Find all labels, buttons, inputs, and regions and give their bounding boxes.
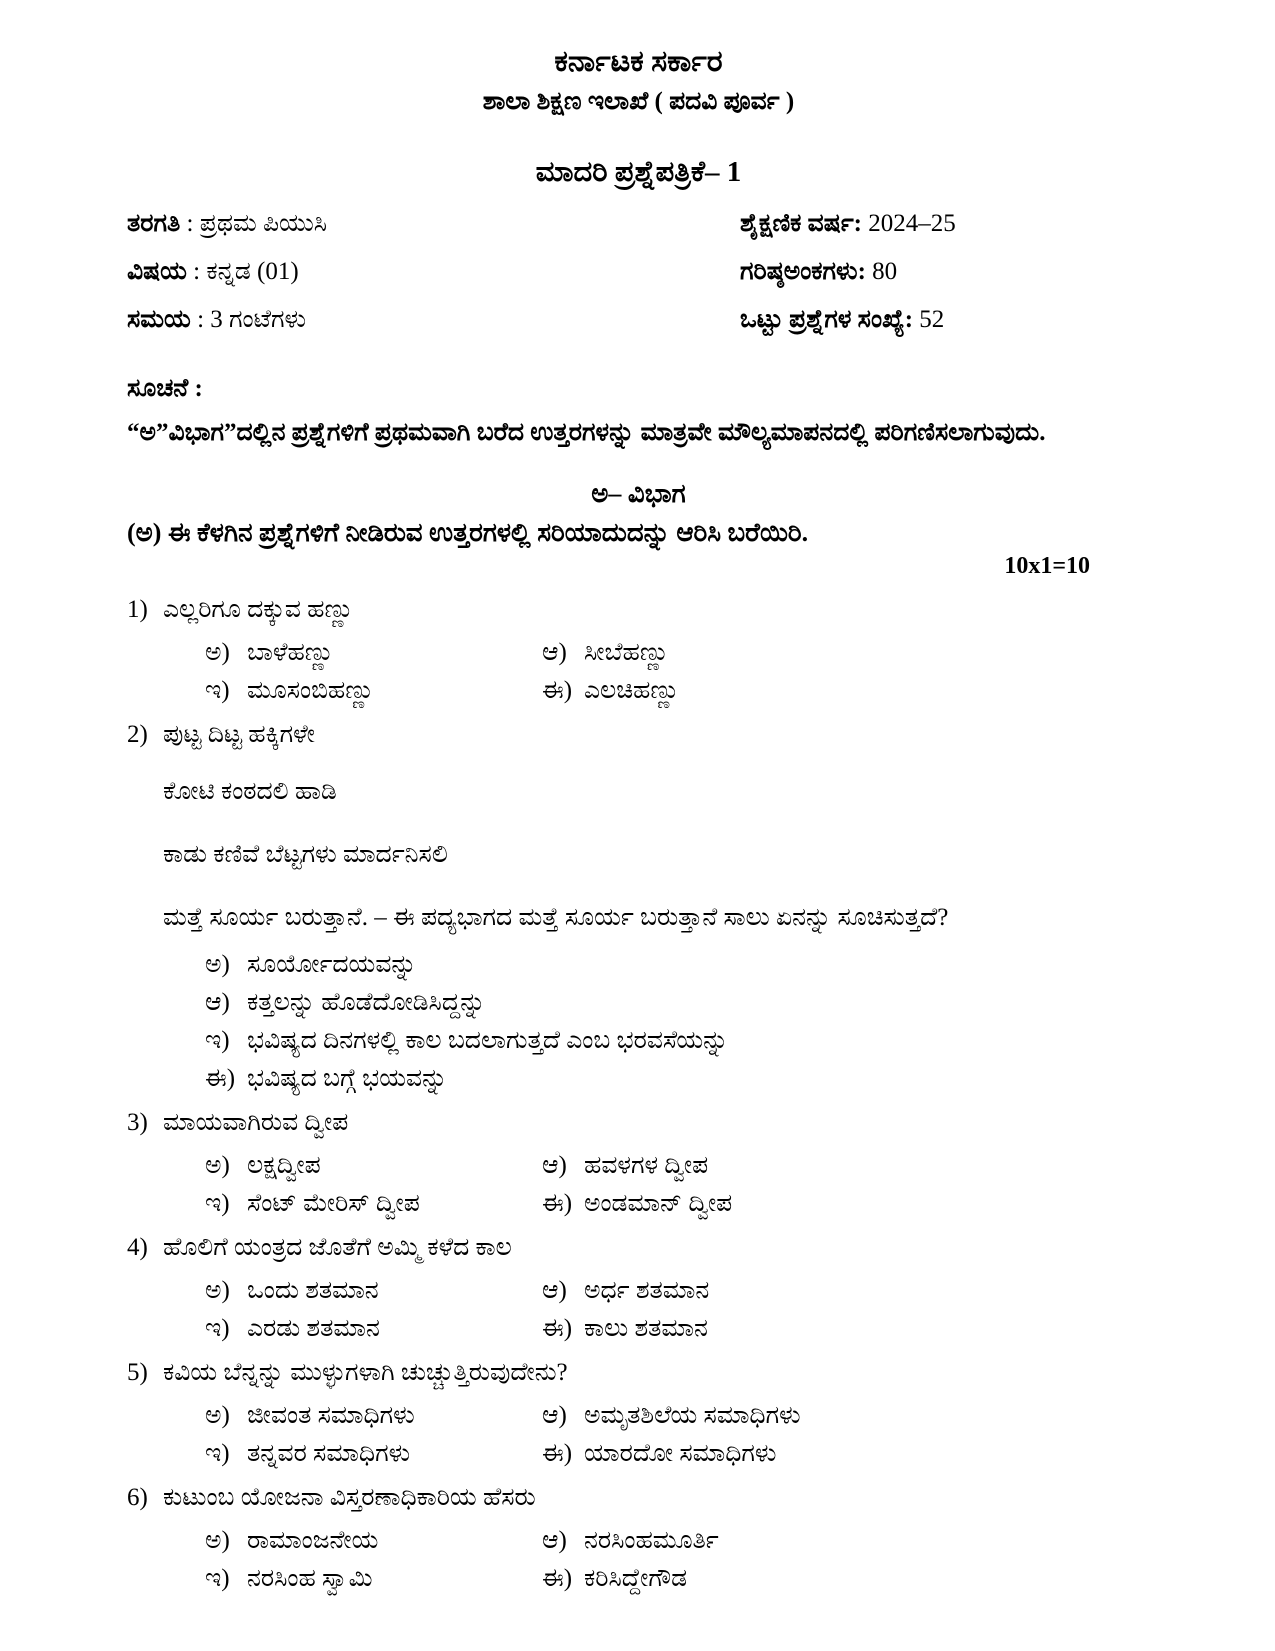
question-number: 6) [127,1484,148,1511]
option-text: ಎರಡು ಶತಮಾನ [247,1315,380,1342]
option [127,639,542,667]
option [127,1315,542,1343]
option-label: ಆ) [542,639,567,666]
option [542,1277,1150,1305]
option-label: ಅ) [205,1152,230,1179]
total-questions-value: 52 [919,306,945,333]
option-label: ಆ) [205,989,230,1016]
option-text: ಲಕ್ಷದ್ವೀಪ [247,1152,321,1179]
option-text: ನರಸಿಂಹ ಸ್ವಾಮಿ [247,1565,373,1592]
option-label: ಆ) [542,1527,567,1554]
option-label: ಈ) [542,1565,573,1592]
options [127,1392,1150,1468]
academic-year-separator: : [853,210,869,237]
time-label: ಸಮಯ [127,306,191,333]
option-label: ಇ) [205,1440,230,1467]
option-label: ಅ) [205,1402,230,1429]
question-text [127,1481,1150,1515]
option [127,989,1150,1017]
subject-field [127,257,299,287]
option [542,639,1150,667]
option-text: ಹವಳಗಳ ದ್ವೀಪ [584,1152,709,1179]
option-text: ಅಂಡಮಾನ್ ದ್ವೀಪ [584,1190,733,1217]
question-2 [127,718,1150,1093]
option-text: ತನ್ನವರ ಸಮಾಧಿಗಳು [247,1440,411,1467]
option-text: ಒಂದು ಶತಮಾನ [247,1277,379,1304]
option [127,1440,542,1468]
options [127,951,1150,1093]
question-stem: ಕವಿಯ ಬೆನ್ನನ್ನು ಮುಳ್ಳುಗಳಾಗಿ ಚುಚ್ಚುತ್ತಿರುವುದೇನು? [163,1359,568,1386]
meta-row-subject-marks [127,257,1150,287]
option-text: ಎಲಚಿಹಣ್ಣು [584,677,680,704]
option-label: ಇ) [205,1190,230,1217]
meta-row-time-questions [127,305,1150,335]
max-marks-separator: : [857,258,873,285]
question-line: ಮತ್ತೆ ಸೂರ್ಯ ಬರುತ್ತಾನೆ. – ಈ ಪದ್ಯಭಾಗದ ಮತ್ತೆ ಸೂರ್ಯ ಬರುತ್ತಾನೆ ಸಾಲು ಏನನ್ನು ಸೂಚಿಸುತ್ತದೆ? [163,904,949,931]
option-label: ಈ) [205,1065,236,1092]
department-title: ಶಾಲಾ ಶಿಕ್ಷಣ ಇಲಾಖೆ ( ಪದವಿ ಪೂರ್ವ ) [482,88,795,115]
options [127,629,1150,705]
option [542,1190,1150,1218]
option [127,1152,542,1180]
notice-body: “ಅ”ವಿಭಾಗ”ದಲ್ಲಿನ ಪ್ರಶ್ನೆಗಳಿಗೆ ಪ್ರಥಮವಾಗಿ ಬರೆದ ಉತ್ತರಗಳನ್ನು ಮಾತ್ರವೇ ಮೌಲ್ಯಮಾಪನದಲ್ಲಿ ಪರಿಗಣಿಸಲಾಗುವುದು. [127,419,1046,446]
question-6 [127,1481,1150,1593]
time-value: 3 ಗಂಟೆಗಳು [210,306,307,333]
option-text: ಬಾಳೆಹಣ್ಣು [247,639,335,666]
question-text [127,1356,1150,1390]
option [127,1402,542,1430]
option-label: ಇ) [205,1027,230,1054]
time-field [127,305,306,335]
option [127,1565,542,1593]
question-stem: ಹೊಲಿಗೆ ಯಂತ್ರದ ಜೊತೆಗೆ ಅಮ್ಮಿ ಕಳೆದ ಕಾಲ [163,1234,512,1261]
section-a-instruction: (ಅ) ಈ ಕೆಳಗಿನ ಪ್ರಶ್ನೆಗಳಿಗೆ ನೀಡಿರುವ ಉತ್ತರಗಳಲ್ಲಿ ಸರಿಯಾದುದನ್ನು ಆರಿಸಿ ಬರೆಯಿರಿ. [127,518,809,547]
subject-label: ವಿಷಯ [127,258,187,285]
option-label: ಈ) [542,1315,573,1342]
option [542,1315,1150,1343]
option-text: ಭವಿಷ್ಯದ ಬಗ್ಗೆ ಭಯವನ್ನು [247,1065,448,1092]
questions-list [127,593,1150,1593]
max-marks-field [740,257,1150,287]
option-label: ಇ) [205,1315,230,1342]
subject-separator: : [186,258,207,285]
option [127,1027,1150,1055]
option-text: ರಾಮಾಂಜನೇಯ [247,1527,379,1554]
options [127,1267,1150,1343]
class-value: ಪ್ರಥಮ ಪಿಯುಸಿ [199,210,328,237]
option-text: ಅರ್ಧ ಶತಮಾನ [584,1277,710,1304]
option-text: ಕರಿಸಿದ್ದೇಗೌಡ [584,1565,688,1592]
option-label: ಇ) [205,677,230,704]
paper-title: ಮಾದರಿ ಪ್ರಶ್ನೆಪತ್ರಿಕೆ– 1 [535,156,742,188]
option-label: ಆ) [542,1402,567,1429]
option [542,1565,1150,1593]
option [127,1190,542,1218]
marks-scheme: 10x1=10 [1004,553,1090,579]
question-number: 5) [127,1359,148,1386]
subject-value: ಕನ್ನಡ (01) [206,258,299,285]
question-3 [127,1106,1150,1218]
option-label: ಈ) [542,1190,573,1217]
question-line: ಕೋಟಿ ಕಂಠದಲಿ ಹಾಡಿ [163,778,337,805]
option [127,677,542,705]
option-text: ಸೀಬೆಹಣ್ಣು [584,639,670,666]
option [127,1277,542,1305]
question-number: 3) [127,1109,148,1136]
class-separator: : [180,210,200,237]
academic-year-label: ಶೈಕ್ಷಣಿಕ ವರ್ಷ [740,210,854,237]
option-label: ಅ) [205,951,230,978]
question-number: 4) [127,1234,148,1261]
option-text: ಜೀವಂತ ಸಮಾಧಿಗಳು [247,1402,415,1429]
option-label: ಆ) [542,1152,567,1179]
question-5 [127,1356,1150,1468]
option-label: ಈ) [542,677,573,704]
government-title: ಕರ್ನಾಟಕ ಸರ್ಕಾರ [554,45,723,78]
max-marks-label: ಗರಿಷ್ಠಅಂಕಗಳು [740,258,858,285]
option-text: ಮೂಸಂಬಿಹಣ್ಣು [247,677,375,704]
question-stem: ಪುಟ್ಟ ದಿಟ್ಟ ಹಕ್ಕಿಗಳೇ [163,721,315,748]
option [542,1527,1150,1555]
question-text [127,1106,1150,1140]
option-label: ಅ) [205,1277,230,1304]
option [127,1527,542,1555]
option-label: ಅ) [205,1527,230,1554]
question-line: ಕಾಡು ಕಣಿವೆ ಬೆಟ್ಟಗಳು ಮಾರ್ದನಿಸಲಿ [163,841,448,868]
max-marks-value: 80 [872,258,898,285]
option-text: ಯಾರದೋ ಸಮಾಧಿಗಳು [584,1440,777,1467]
academic-year-field [740,209,1150,239]
option [542,1402,1150,1430]
total-questions-label: ಒಟ್ಟು ಪ್ರಶ್ನೆಗಳ ಸಂಖ್ಯೆ [740,306,905,333]
option-text: ಭವಿಷ್ಯದ ದಿನಗಳಲ್ಲಿ ಕಾಲ ಬದಲಾಗುತ್ತದೆ ಎಂಬ ಭರವಸೆಯನ್ನು [247,1027,729,1054]
option-label: ಈ) [542,1440,573,1467]
question-number: 2) [127,721,148,748]
meta-row-class-year [127,209,1150,239]
question-stem: ಮಾಯವಾಗಿರುವ ದ್ವೀಪ [163,1109,349,1136]
option [127,951,1150,979]
option [127,1065,1150,1093]
option-label: ಅ) [205,639,230,666]
option-text: ಕತ್ತಲನ್ನು ಹೊಡೆದೋಡಿಸಿದ್ದನ್ನು [247,989,486,1016]
question-stem: ಎಲ್ಲರಿಗೂ ದಕ್ಕುವ ಹಣ್ಣು [163,596,354,623]
question-stem: ಕುಟುಂಬ ಯೋಜನಾ ವಿಸ್ತರಣಾಧಿಕಾರಿಯ ಹೆಸರು [163,1484,536,1511]
section-a-title: ಅ– ವಿಭಾಗ [591,479,686,508]
option-label: ಆ) [542,1277,567,1304]
option-text: ಸೆಂಟ್ ಮೇರಿಸ್ ದ್ವೀಪ [247,1190,420,1217]
question-number: 1) [127,596,148,623]
option-text: ನರಸಿಂಹಮೂರ್ತಿ [584,1527,719,1554]
paper-meta [127,209,1150,335]
question-text [127,718,1150,752]
option-text: ಕಾಲು ಶತಮಾನ [584,1315,708,1342]
notice-label: ಸೂಚನೆ : [127,375,203,402]
question-text [127,1231,1150,1265]
question-text [127,593,1150,627]
option [542,1152,1150,1180]
option [542,677,1150,705]
option [542,1440,1150,1468]
options [127,1517,1150,1593]
option-label: ಇ) [205,1565,230,1592]
time-separator: : [190,306,211,333]
total-questions-separator: : [904,306,920,333]
total-questions-field [740,305,1150,335]
option-text: ಅಮೃತಶಿಲೆಯ ಸಮಾಧಿಗಳು [584,1402,801,1429]
question-1 [127,593,1150,705]
academic-year-value: 2024–25 [868,210,956,237]
class-field [127,209,327,239]
options [127,1142,1150,1218]
class-label: ತರಗತಿ [127,210,181,237]
option-text: ಸೂರ್ಯೋದಯವನ್ನು [247,951,417,978]
question-4 [127,1231,1150,1343]
